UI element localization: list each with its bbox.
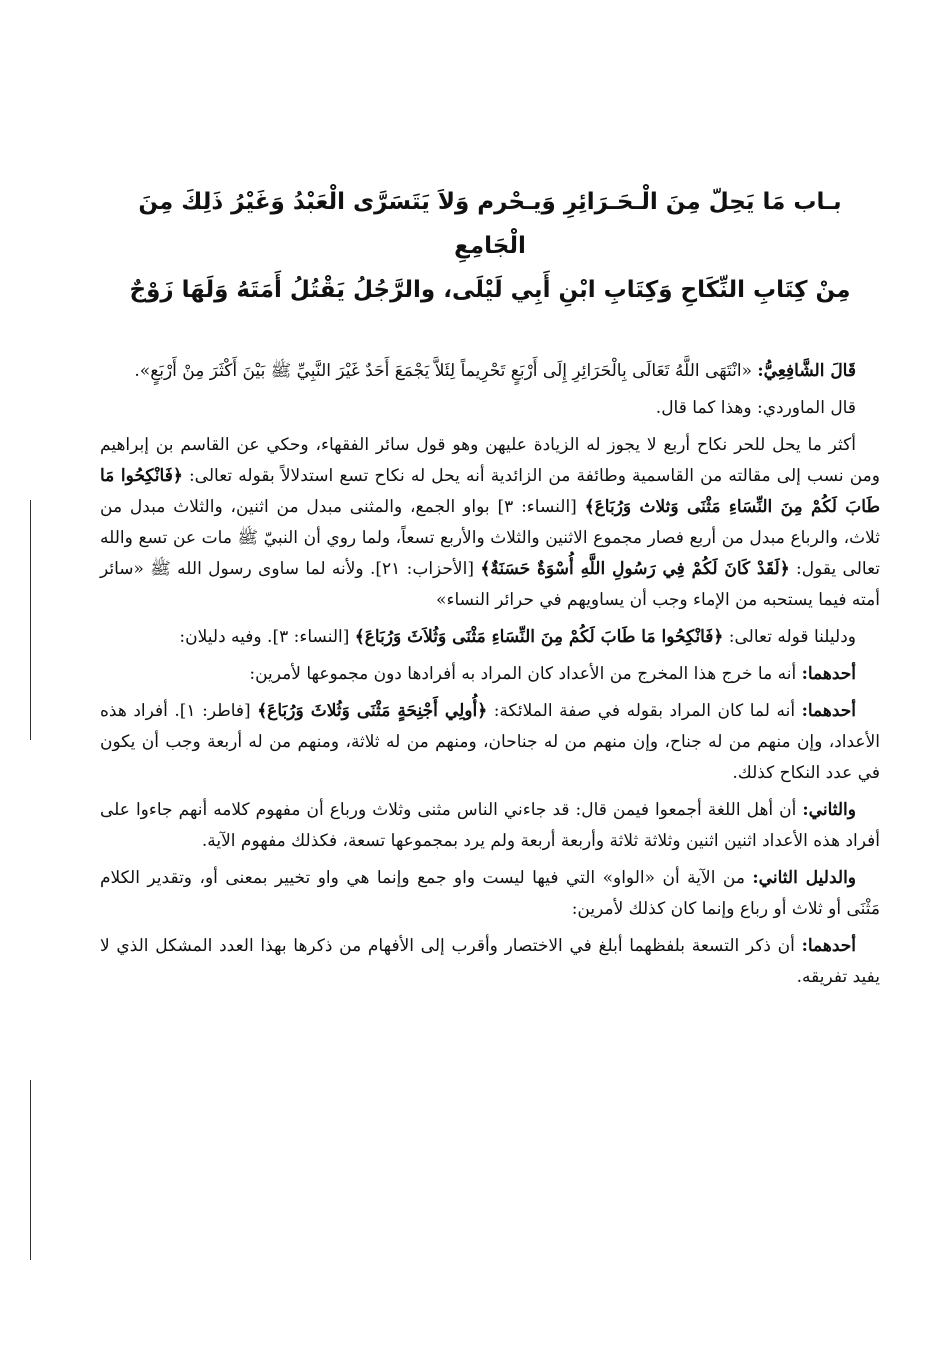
lead: والثاني:: [802, 800, 856, 820]
text: [الأحزاب: ٢١]. ولأنه لما ساوى رسول الله ﷺ «سائر أمته فيما يستحبه من الإماء وجب أن يساويهم في حرائر النساء»: [100, 559, 880, 610]
book-page: [100, 180, 880, 999]
paragraph: [100, 931, 880, 993]
title-line: بـاب مَا يَحِلّ مِنَ الْـحَـرَائِرِ وَيـحْرم وَلاَ يَتَسَرَّى الْعَبْدُ وَغَيْرُ ذَلِكَ مِنَ الْجَامِعِ: [138, 189, 842, 259]
title-line: مِنْ كِتَابِ النِّكَاحِ وَكِتَابِ ابْنِ أَبِي لَيْلَى، والرَّجُلُ يَقْتُلُ أَمَتَهُ وَلَهَا زَوْجٌ: [129, 277, 851, 303]
paragraph: [100, 863, 880, 925]
text: [النساء: ٣] بواو الجمع، والمثنى مبدل من اثنين، والثلاث مبدل من ثلاث، والرباع مبدل من أربع فصار مجموع الاثنين والثلاث والأربع تسعاً، ولما روي أن النبيّ ﷺ مات عن تسع والله تعالى يقول:: [100, 497, 881, 579]
text: أن ذكر التسعة بلفظهما أبلغ في الاختصار وأقرب إلى الأفهام من ذكرها بهذا العدد المشكل الذي لا يفيد تفريقه.: [100, 936, 880, 987]
quran-verse: ﴿أُولِي أَجْنِحَةٍ مَثْنَى وَثُلاثَ وَرُبَاعَ﴾: [257, 701, 488, 721]
text: من الآية أن «الواو» التي فيها ليست واو جمع وإنما هي واو تخيير بمعنى أو، وتقدير الكلام مَثْنَى أو ثلاث أو رباع وإنما كان كذلك لأمرين:: [100, 868, 880, 919]
lead: أحدهما:: [801, 936, 856, 956]
paragraph: [100, 430, 880, 616]
paragraph: [100, 622, 880, 653]
lead: أحدهما:: [801, 664, 856, 684]
scan-margin-line: [30, 500, 31, 740]
chapter-title: [100, 180, 880, 312]
scan-margin-line: [30, 1080, 31, 1260]
quran-verse: ﴿فَانْكِحُوا مَا طَابَ لَكُمْ مِنَ النِّسَاءِ مَثْنَى وَثلاث وَرُبَاعَ﴾: [100, 466, 880, 517]
lead: أحدهما:: [801, 701, 856, 721]
text: [النساء: ٣]. وفيه دليلان:: [179, 627, 355, 647]
quran-verse: ﴿فَانْكِحُوا مَا طَابَ لَكُمْ مِنَ النِّسَاءِ مَثْنَى وَثُلاَثَ وَرُبَاعَ﴾: [354, 627, 724, 647]
paragraph: [100, 659, 880, 690]
text: أن أهل اللغة أجمعوا فيمن قال: قد جاءني الناس مثنى وثلاث ورباع أن مفهوم كلامه أنهم جاءوا على أفراد هذه الأعداد اثنين اثنين وثلاثة ثلاثة وأربعة أربعة ولم يرد بمجموعها تسعة، فكذلك مفهوم الآية.: [100, 800, 880, 851]
speaker: قَالَ الشَّافِعِيُّ:: [757, 361, 856, 381]
paragraph: [100, 356, 880, 387]
quran-verse: ﴿لَقَدْ كَانَ لَكُمْ فِي رَسُولِ اللَّهِ أُسْوَةٌ حَسَنَةٌ﴾: [480, 559, 790, 579]
lead: والدليل الثاني:: [752, 868, 856, 888]
quote-text: «انْتَهَى اللَّهُ تَعَالَى بِالْحَرَائِرِ إِلَى أَرْبَعٍ تَحْرِيماً لِئَلاَّ يَجْمَعَ أَحَدٌ غَيْرَ النَّبِيِّ ﷺ بَيْنَ أَكْثَرَ مِنْ أَرْبَعٍ».: [134, 361, 758, 381]
paragraph: [100, 696, 880, 789]
text: أكثر ما يحل للحر نكاح أربع لا يجوز له الزيادة عليهن وهو قول سائر الفقهاء، وحكي عن القاسم بن إبراهيم ومن نسب إلى مقالته من القاسمية وطائفة من الزائدية أنه يحل له نكاح تسع استدلالاً بقوله تعالى:: [100, 435, 880, 486]
text: [فاطر: ١]. أفراد هذه الأعداد، وإن منهم من له جناح، وإن منهم من له جناحان، ومنهم من له ثلاثة، ومنهم من له أربعة وجب أن يكون في عدد النكاح كذلك.: [100, 701, 880, 783]
paragraph: [100, 795, 880, 857]
text: أنه ما خرج هذا المخرج من الأعداد كان المراد به أفرادها دون مجموعها لأمرين:: [249, 664, 802, 684]
text: أنه لما كان المراد بقوله في صفة الملائكة:: [487, 701, 802, 721]
text: ودليلنا قوله تعالى:: [723, 627, 856, 647]
paragraph: قال الماوردي: وهذا كما قال.: [655, 398, 856, 418]
